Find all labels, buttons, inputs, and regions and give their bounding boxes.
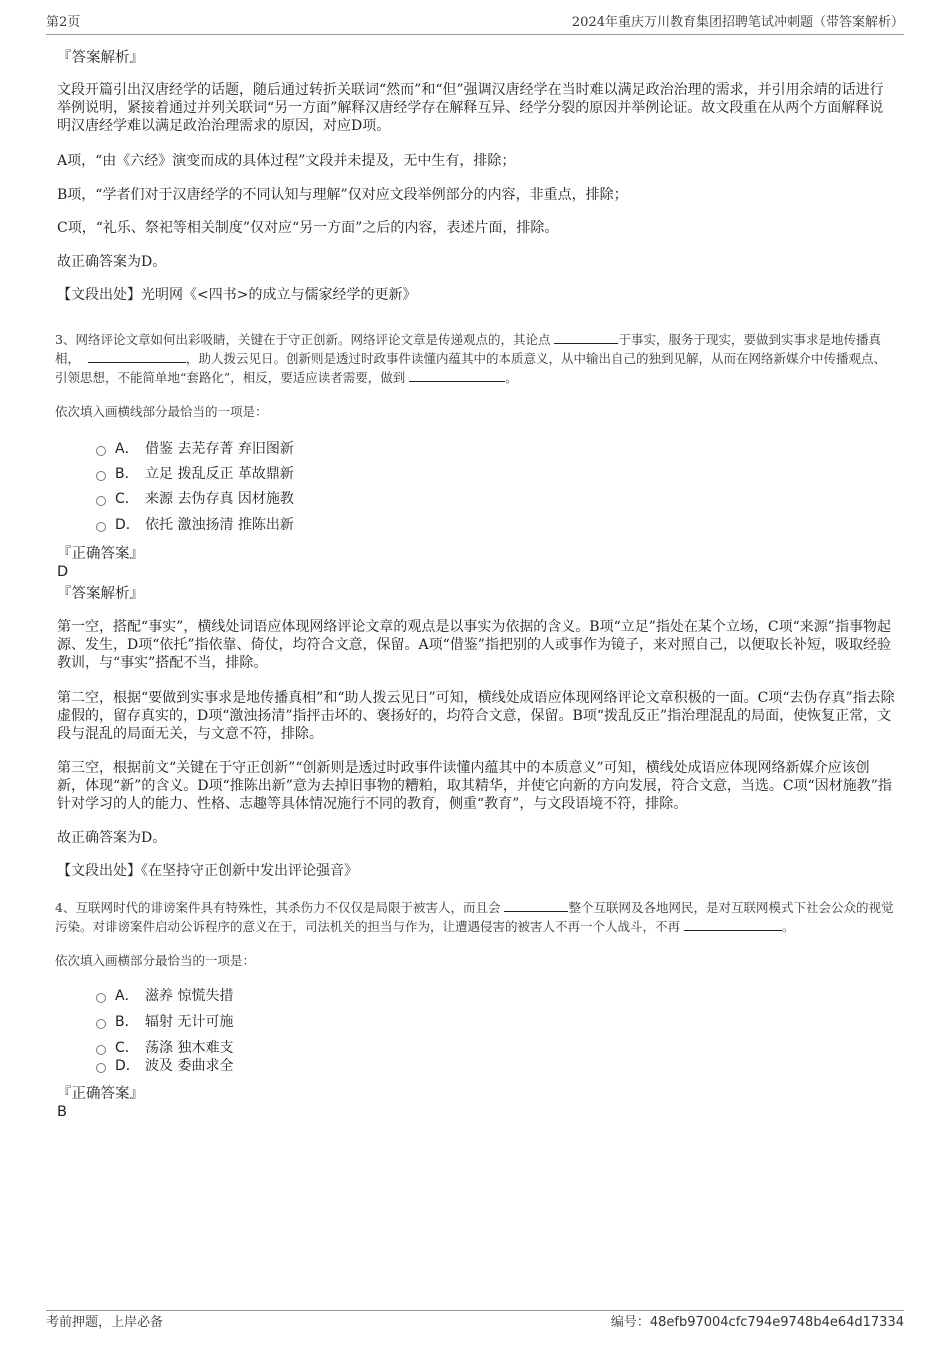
correct-answer: B [57, 1104, 67, 1120]
analysis-label: 『答案解析』 [57, 586, 144, 602]
document-code: 编号：48efb97004cfc794e9748b4e64d17334 [610, 1315, 904, 1330]
radio-button[interactable] [96, 1063, 106, 1073]
radio-button[interactable] [96, 1045, 106, 1055]
source-citation: 【文段出处】光明网《<四书>的成立与儒家经学的更新》 [57, 287, 417, 303]
option-c[interactable]: C． 来源 去伪存真 因材施教 [96, 490, 294, 508]
radio-button[interactable] [96, 496, 106, 506]
analysis-paragraph: A项，“由《六经》演变而成的具体过程”文段并未提及，无中生有，排除； [57, 153, 516, 169]
radio-button[interactable] [96, 471, 106, 481]
option-b[interactable]: B． 立足 拨乱反正 革故鼎新 [96, 465, 294, 483]
footer-slogan: 考前押题，上岸必备 [46, 1315, 164, 1330]
analysis-paragraph: B项，“学者们对于汉唐经学的不同认知与理解”仅对应文段举例部分的内容，非重点，排除； [57, 187, 628, 203]
blank-3 [409, 369, 505, 382]
question-4-stem: 4、互联网时代的诽谤案件具有特殊性，其杀伤力不仅仅是局限于被害人，而且会 整个互联网及各地网民，是对互联网模式下社会公众的视觉污染。对诽谤案件启动公诉程序的意义在于，司法机关的担当与作为，让遭遇侵害的被害人不再一个人战斗，不再 。 [55, 900, 894, 934]
analysis-paragraph: 文段开篇引出汉唐经学的话题，随后通过转折关联词“然而”和“但”强调汉唐经学在当时难以满足政治治理的需求，并引用余靖的话进行举例说明，紧接着通过并列关联词“另一方面”解释汉唐经学存在解释互异、经学分裂的原因并举例论证。故文段重在从两个方面解释说明汉唐经学难以满足政治治理需求的原因，对应D项。 [57, 82, 884, 134]
radio-button[interactable] [96, 522, 106, 532]
document-title: 2024年重庆万川教育集团招聘笔试冲刺题（带答案解析） [571, 15, 904, 30]
page-number: 第2页 [46, 15, 81, 30]
blank-1 [554, 331, 618, 344]
conclusion: 故正确答案为D。 [57, 830, 167, 846]
correct-answer: D [57, 564, 69, 580]
option-c[interactable]: C． 荡涤 独木难支 [96, 1039, 233, 1057]
option-b[interactable]: B． 辐射 无计可施 [96, 1013, 233, 1031]
radio-button[interactable] [96, 446, 106, 456]
correct-answer-label: 『正确答案』 [57, 1086, 144, 1102]
option-d[interactable]: D． 波及 委曲求全 [96, 1057, 233, 1075]
conclusion: 故正确答案为D。 [57, 254, 167, 270]
analysis-label: 『答案解析』 [57, 50, 144, 66]
option-a[interactable]: A． 借鉴 去芜存菁 弃旧图新 [96, 440, 294, 458]
question-3-stem: 3、网络评论文章如何出彩吸睛，关键在于守正创新。网络评论文章是传递观点的，其论点 于事实，服务于现实，要做到实事求是地传播真相， ，助人拨云见日。创新则是透过时政事件读懂内蕴其中的本质意义，从中输出自己的独到见解，从而在网络新媒介中传播观点、引领思想，不能简单地“套路化”，相反，要适应读者需要，做到 。 [55, 332, 886, 385]
option-a[interactable]: A． 滋养 惊慌失措 [96, 987, 233, 1005]
option-d[interactable]: D． 依托 激浊扬清 推陈出新 [96, 516, 294, 534]
source-citation: 【文段出处】《在坚持守正创新中发出评论强音》 [57, 863, 358, 879]
question-4-instruction: 依次填入画横部分最恰当的一项是： [55, 953, 256, 968]
blank-2 [684, 918, 782, 931]
analysis-paragraph: 第三空，根据前文“关键在于守正创新”“创新则是透过时政事件读懂内蕴其中的本质意义”可知，横线处成语应体现网络新媒介应该创新，体现“新”的含义。D项“推陈出新”意为去掉旧事物的糟粕，取其精华，并使它向新的方向发展，符合文意，当选。C项“因材施教”指针对学习的人的能力、性格、志趣等具体情况施行不同的教育，侧重“教育”，与文段语境不符，排除。 [57, 760, 892, 812]
analysis-paragraph: C项，“礼乐、祭祀等相关制度”仅对应“另一方面”之后的内容，表述片面，排除。 [57, 220, 559, 236]
correct-answer-label: 『正确答案』 [57, 546, 144, 562]
blank-2 [88, 350, 186, 363]
radio-button[interactable] [96, 993, 106, 1003]
blank-1 [504, 899, 568, 912]
page-header [46, 14, 904, 35]
question-3-instruction: 依次填入画横线部分最恰当的一项是： [55, 404, 268, 419]
analysis-paragraph: 第二空，根据“要做到实事求是地传播真相”和“助人拨云见日”可知，横线处成语应体现网络评论文章积极的一面。C项“去伪存真”指去除虚假的，留存真实的，D项“激浊扬清”指抨击坏的、褒扬好的，均符合文意，保留。B项“拨乱反正”指治理混乱的局面，使恢复正常，文段与混乱的局面无关，与文意不符，排除。 [57, 690, 895, 742]
analysis-paragraph: 第一空，搭配“事实”，横线处词语应体现网络评论文章的观点是以事实为依据的含义。B项“立足”指处在某个立场，C项“来源”指事物起源、发生，D项“依托”指依靠、倚仗，均符合文意，保留。A项“借鉴”指把别的人或事作为镜子，来对照自己，以便取长补短，吸取经验教训，与“事实”搭配不当，排除。 [57, 619, 891, 671]
page-footer [46, 1310, 904, 1333]
radio-button[interactable] [96, 1019, 106, 1029]
